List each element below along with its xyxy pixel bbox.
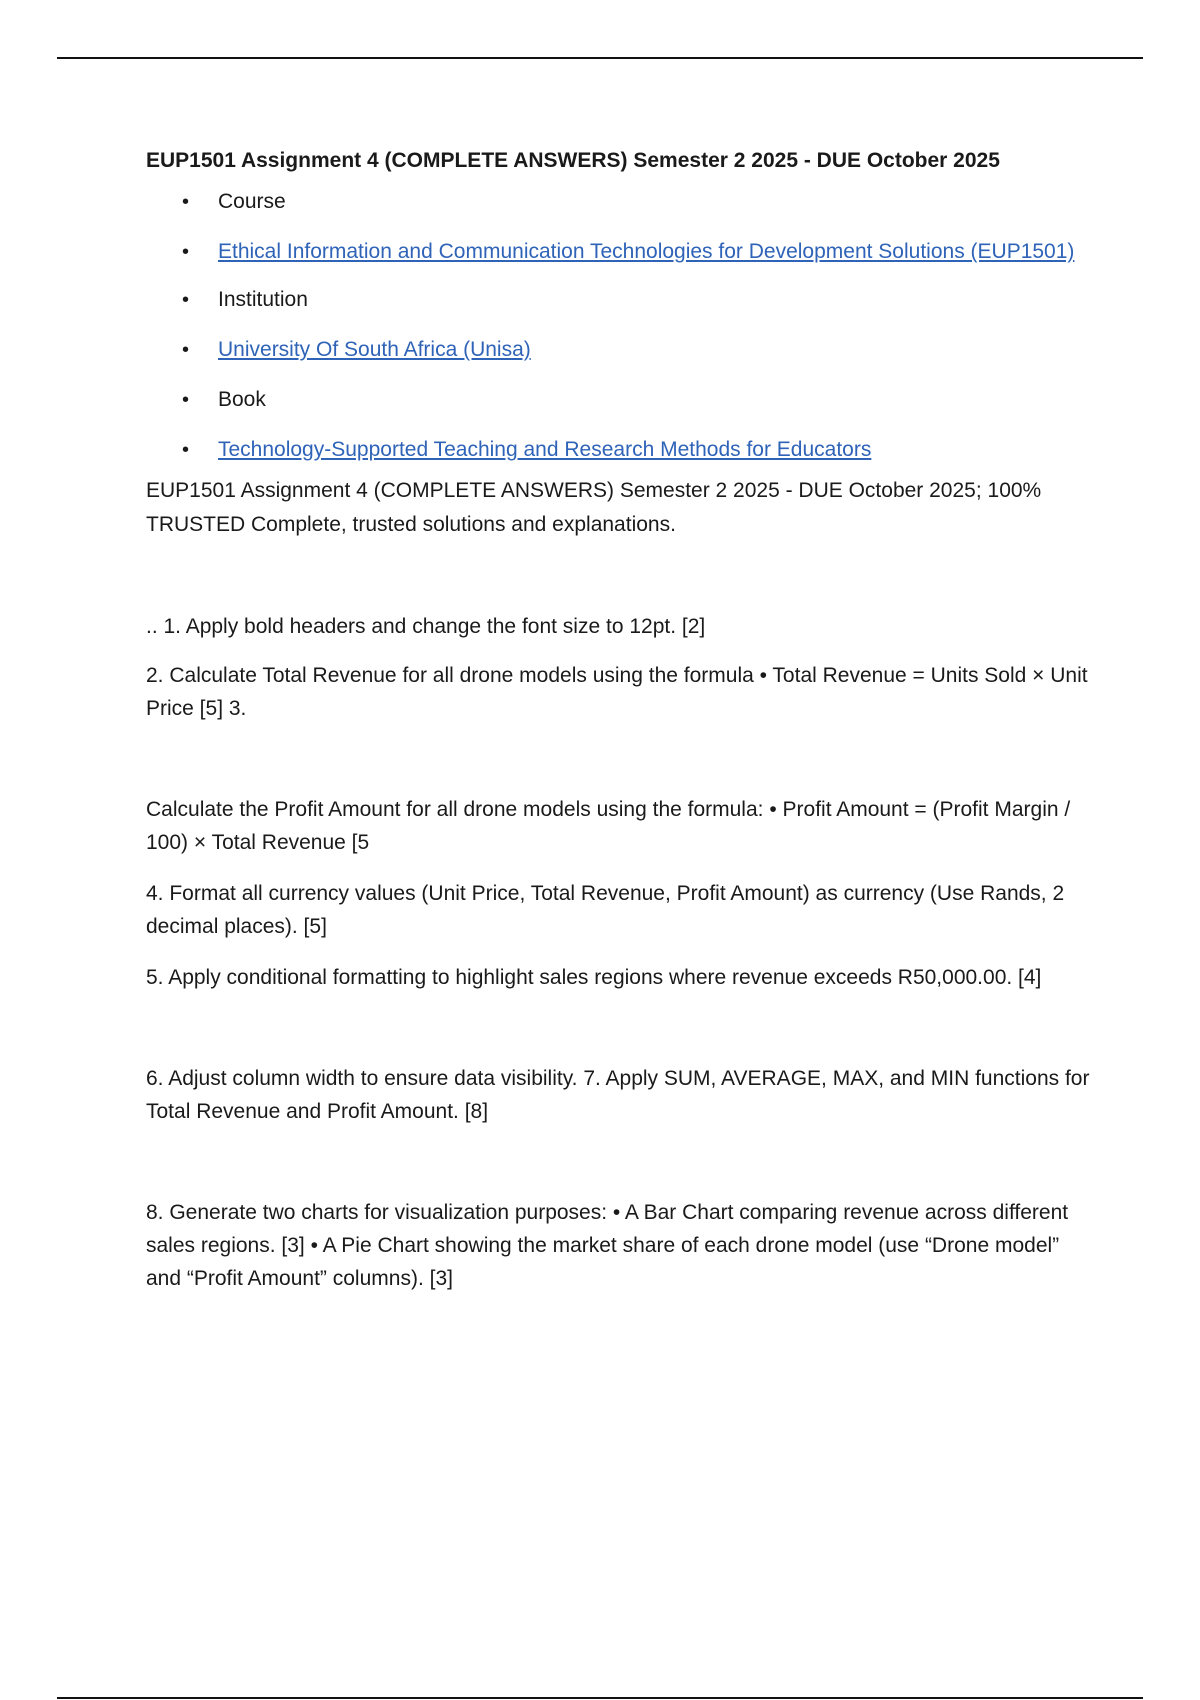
task-paragraph-1: .. 1. Apply bold headers and change the font size to 12pt. [2] xyxy=(146,615,706,638)
bullet-icon: • xyxy=(182,289,190,311)
bottom-divider xyxy=(57,1697,1143,1699)
task-paragraph-3: Calculate the Profit Amount for all drone models using the formula: • Profit Amount = (Profit Margin / 100) × Total Revenue [5 xyxy=(146,798,1071,854)
list-item xyxy=(146,434,1096,466)
meta-label-course: Course xyxy=(218,190,286,213)
task-paragraph-2: 2. Calculate Total Revenue for all drone models using the formula • Total Revenue = Units Sold × Unit Price [5] 3. xyxy=(146,664,1088,720)
book-link[interactable]: Technology-Supported Teaching and Research Methods for Educators xyxy=(218,438,872,461)
bullet-icon: • xyxy=(182,339,190,361)
course-link[interactable]: Ethical Information and Communication Technologies for Development Solutions (EUP1501) xyxy=(218,240,1075,263)
list-item xyxy=(146,236,1096,268)
bullet-icon: • xyxy=(182,439,190,461)
document-body xyxy=(146,146,1096,1295)
list-item xyxy=(146,284,1096,316)
bullet-icon: • xyxy=(182,191,190,213)
document-title: EUP1501 Assignment 4 (COMPLETE ANSWERS) Semester 2 2025 - DUE October 2025 xyxy=(146,149,1000,172)
institution-link[interactable]: University Of South Africa (Unisa) xyxy=(218,338,531,361)
list-item xyxy=(146,334,1096,366)
task-paragraph-5: 5. Apply conditional formatting to highlight sales regions where revenue exceeds R50,000.00. [4] xyxy=(146,966,1042,989)
bullet-icon: • xyxy=(182,241,190,263)
top-divider xyxy=(57,57,1143,59)
list-item xyxy=(146,186,1096,218)
document-meta-list xyxy=(146,186,1096,466)
task-paragraph-4: 4. Format all currency values (Unit Price, Total Revenue, Profit Amount) as currency (Use Rands, 2 decimal places). [5] xyxy=(146,882,1065,938)
task-paragraph-6: 6. Adjust column width to ensure data visibility. 7. Apply SUM, AVERAGE, MAX, and MIN functions for Total Revenue and Profit Amount. [8] xyxy=(146,1067,1090,1123)
intro-paragraph: EUP1501 Assignment 4 (COMPLETE ANSWERS) Semester 2 2025 - DUE October 2025; 100% TRUSTED Complete, trusted solutions and explanations. xyxy=(146,479,1042,536)
list-item xyxy=(146,384,1096,416)
meta-label-institution: Institution xyxy=(218,288,308,311)
bullet-icon: • xyxy=(182,389,190,411)
task-paragraph-8: 8. Generate two charts for visualization purposes: • A Bar Chart comparing revenue across different sales regions. [3] • A Pie Chart showing the market share of each drone model (use “Drone model” and “Profit Amount” columns). [3] xyxy=(146,1201,1069,1290)
meta-label-book: Book xyxy=(218,388,266,411)
